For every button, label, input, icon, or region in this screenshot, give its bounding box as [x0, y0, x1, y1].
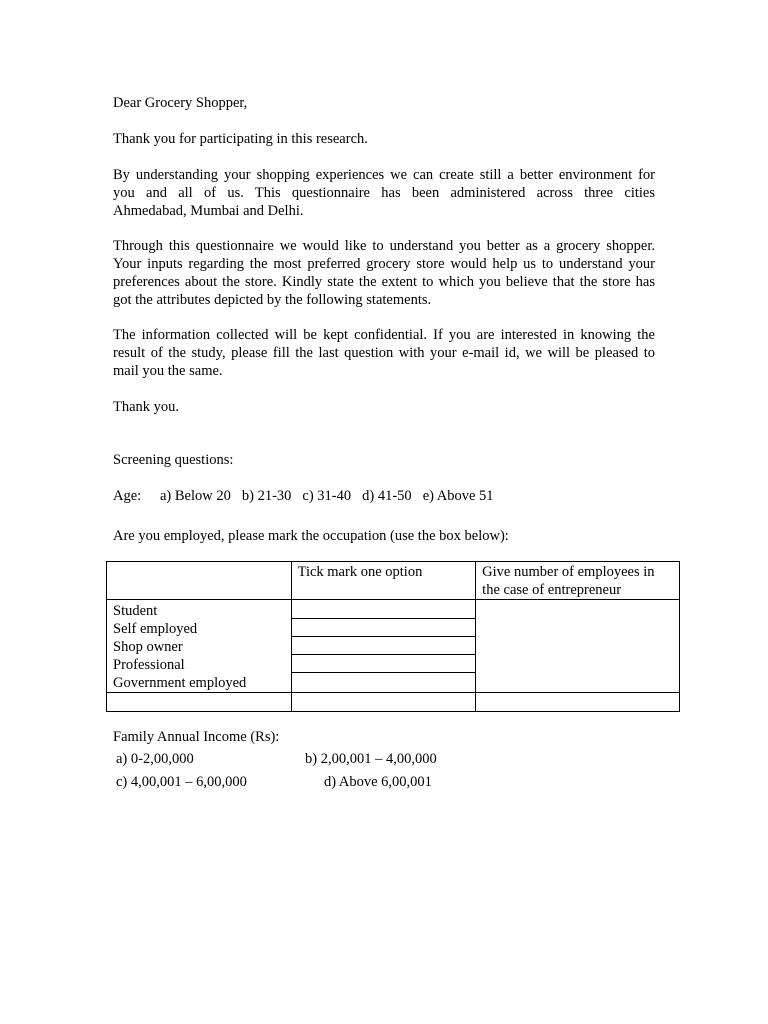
intro-line: you and all of us. This questionnaire has been administered across three cities — [113, 185, 655, 201]
occupation-list-cell — [107, 600, 292, 693]
age-option-e[interactable]: e) Above 51 — [422, 488, 494, 504]
blank-cell — [107, 693, 292, 712]
age-option-d[interactable]: d) 41-50 — [362, 488, 412, 504]
confidentiality-line: mail you the same. — [113, 363, 223, 379]
tick-box-student[interactable] — [292, 601, 476, 619]
tick-column-header-text: Tick mark one option — [297, 564, 423, 580]
purpose-line: Your inputs regarding the most preferred grocery store would help us to understand your — [113, 256, 655, 272]
occupation-student: Student — [113, 603, 158, 619]
purpose-line: got the attributes depicted by the following statements. — [113, 292, 432, 308]
occupation-table — [106, 561, 680, 712]
age-label: Age: — [113, 488, 142, 504]
confidentiality-paragraph — [113, 326, 655, 380]
blank-row — [107, 693, 680, 712]
occupation-professional: Professional — [113, 657, 185, 673]
occupation-table-header — [107, 562, 680, 600]
tick-box-shop-owner[interactable] — [292, 637, 476, 655]
age-question — [113, 487, 505, 505]
intro-line: By understanding your shopping experiences we can create still a better environment for — [113, 167, 655, 183]
income-option-b[interactable]: b) 2,00,001 – 4,00,000 — [305, 751, 437, 767]
income-label: Family Annual Income (Rs): — [113, 729, 280, 745]
purpose-line: Through this questionnaire we would like to understand you better as a grocery shopper. — [113, 238, 655, 254]
intro-line: Ahmedabad, Mumbai and Delhi. — [113, 203, 304, 219]
income-option-d[interactable]: d) Above 6,00,001 — [324, 774, 432, 790]
purpose-line: preferences about the store. Kindly state the extent to which you believe that the store has — [113, 274, 655, 290]
tick-box-professional[interactable] — [292, 655, 476, 673]
signoff: Thank you. — [113, 399, 180, 415]
greeting: Dear Grocery Shopper, — [113, 95, 248, 111]
confidentiality-line: The information collected will be kept confidential. If you are interested in knowing the — [113, 327, 655, 343]
tick-boxes-cell — [291, 600, 476, 693]
age-option-b[interactable]: b) 21-30 — [241, 488, 292, 504]
age-option-c[interactable]: c) 31-40 — [302, 488, 352, 504]
occupation-self-employed: Self employed — [113, 621, 198, 637]
occupation-shop-owner: Shop owner — [113, 639, 183, 655]
income-option-c[interactable]: c) 4,00,001 – 6,00,000 — [116, 774, 247, 790]
occupation-government-employed: Government employed — [113, 675, 247, 691]
tick-column-header — [291, 562, 476, 600]
employee-count-cell[interactable] — [476, 600, 680, 693]
income-option-a[interactable]: a) 0-2,00,000 — [116, 751, 194, 767]
thanks-line: Thank you for participating in this research. — [113, 131, 368, 147]
employees-header-line: the case of entrepreneur — [482, 582, 622, 598]
intro-paragraph — [113, 166, 655, 220]
tick-box-self-employed[interactable] — [292, 619, 476, 637]
blank-cell — [476, 693, 680, 712]
employees-header-line: Give number of employees in — [482, 564, 655, 580]
occupation-options-row — [107, 600, 680, 693]
age-option-a[interactable]: a) Below 20 — [160, 488, 231, 504]
screening-heading: Screening questions: — [113, 452, 234, 468]
header-blank-cell — [107, 562, 292, 600]
employment-question: Are you employed, please mark the occupation (use the box below): — [113, 528, 509, 544]
confidentiality-line: result of the study, please fill the last question with your e-mail id, we will be pleased to — [113, 345, 655, 361]
income-options-cd — [116, 773, 432, 791]
tick-box-government-employed[interactable] — [292, 673, 476, 690]
employees-column-header — [476, 562, 680, 600]
income-options-ab — [116, 750, 437, 768]
blank-cell — [291, 693, 476, 712]
purpose-paragraph — [113, 237, 655, 309]
